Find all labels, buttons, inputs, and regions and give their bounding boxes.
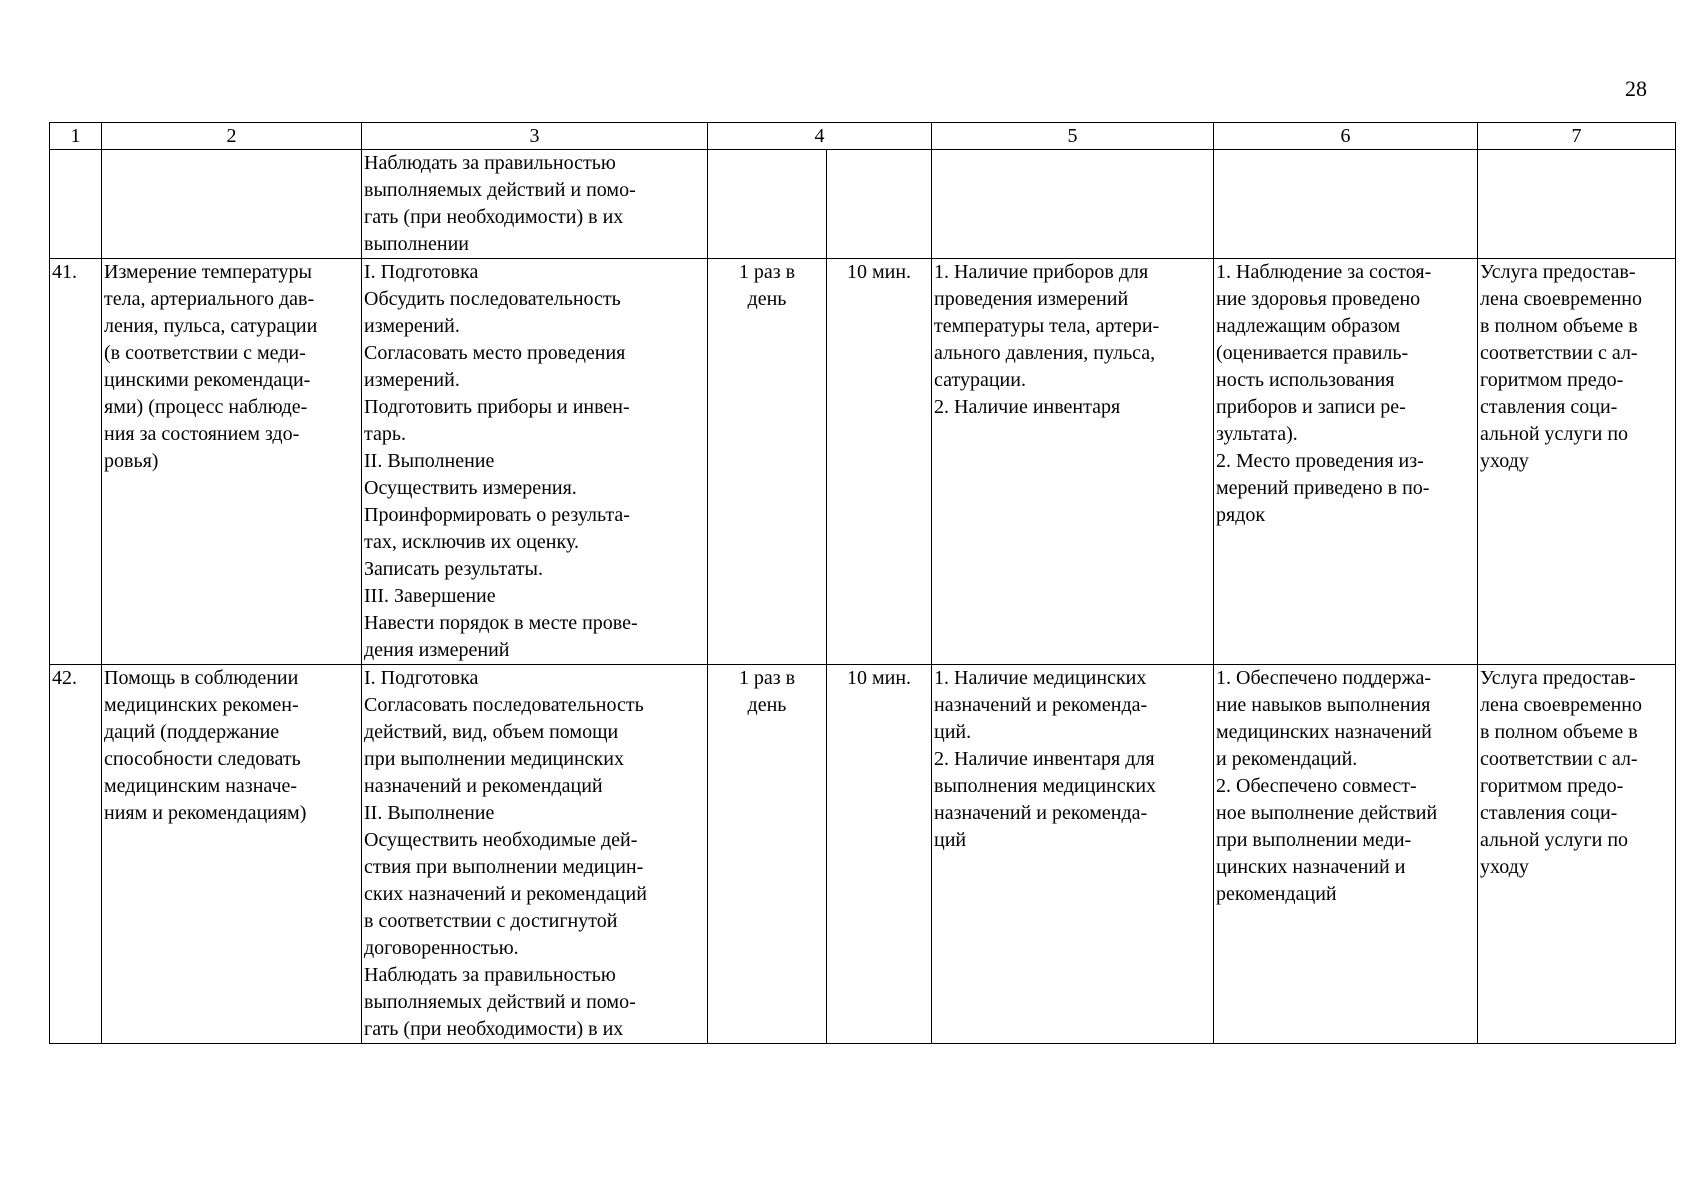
table-row <box>50 665 1676 1044</box>
service-quality: 1. Наблюдение за состоя- ние здоровья проведено надлежащим образом (оценивается правиль- ность использования приборов и записи ре- зультата). 2. Место проведения из- мерений приведено в по- рядок <box>1214 259 1478 665</box>
header-cell: 4 <box>708 123 932 150</box>
service-quality: 1. Обеспечено поддержа- ние навыков выполнения медицинских назначений и рекомендаций. 2. Обеспечено совмест- ное выполнение действий при выполнении меди- цинских назначений и рекомендаций <box>1214 665 1478 1044</box>
service-conditions: 1. Наличие приборов для проведения измерений температуры тела, артери- ального давления, пульса, сатурации. 2. Наличие инвентаря <box>932 259 1214 665</box>
table-row <box>50 259 1676 665</box>
service-content: I. Подготовка Обсудить последовательность измерений. Согласовать место проведения измерений. Подготовить приборы и инвен- тарь. II. Выполнение Осуществить измерения. Проинформировать о результа- тах, исключив их оценку. Записать результаты. III. Завершение Навести порядок в месте прове- дения измерений <box>362 259 708 665</box>
continuation-row <box>50 150 1676 259</box>
service-time: 10 мин. <box>827 665 932 1044</box>
header-cell: 6 <box>1214 123 1478 150</box>
row-number: 41. <box>50 259 102 665</box>
header-cell: 2 <box>102 123 362 150</box>
service-result: Услуга предостав- лена своевременно в полном объеме в соответствии с ал- горитмом предо- ставления соци- альной услуги по уходу <box>1478 259 1676 665</box>
service-frequency: 1 раз в день <box>708 665 827 1044</box>
service-name: Измерение температуры тела, артериального дав- ления, пульса, сатурации (в соответствии с меди- цинскими рекомендаци- ями) (процесс наблюде- ния за состоянием здо- ровья) <box>102 259 362 665</box>
service-content: I. Подготовка Согласовать последовательность действий, вид, объем помощи при выполнении медицинских назначений и рекомендаций II. Выполнение Осуществить необходимые дей- ствия при выполнении медицин- ских назначений и рекомендаций в соответствии с достигнутой договоренностью. Наблюдать за правильностью выполняемых действий и помо- гать (при необходимости) в их <box>362 665 708 1044</box>
service-result: Услуга предостав- лена своевременно в полном объеме в соответствии с ал- горитмом предо- ставления соци- альной услуги по уходу <box>1478 665 1676 1044</box>
header-cell: 3 <box>362 123 708 150</box>
header-cell: 1 <box>50 123 102 150</box>
service-time: 10 мин. <box>827 259 932 665</box>
services-table <box>49 122 1676 1044</box>
page-number: 28 <box>1625 76 1647 101</box>
service-name: Помощь в соблюдении медицинских рекомен- даций (поддержание способности следовать медицинским назначе- ниям и рекомендациям) <box>102 665 362 1044</box>
service-conditions: 1. Наличие медицинских назначений и рекоменда- ций. 2. Наличие инвентаря для выполнения медицинских назначений и рекоменда- ций <box>932 665 1214 1044</box>
service-frequency: 1 раз в день <box>708 259 827 665</box>
header-cell: 7 <box>1478 123 1676 150</box>
row-number: 42. <box>50 665 102 1044</box>
header-row <box>50 123 1676 150</box>
header-cell: 5 <box>932 123 1214 150</box>
continuation-content: Наблюдать за правильностью выполняемых действий и помо- гать (при необходимости) в их выполнении <box>362 150 708 259</box>
